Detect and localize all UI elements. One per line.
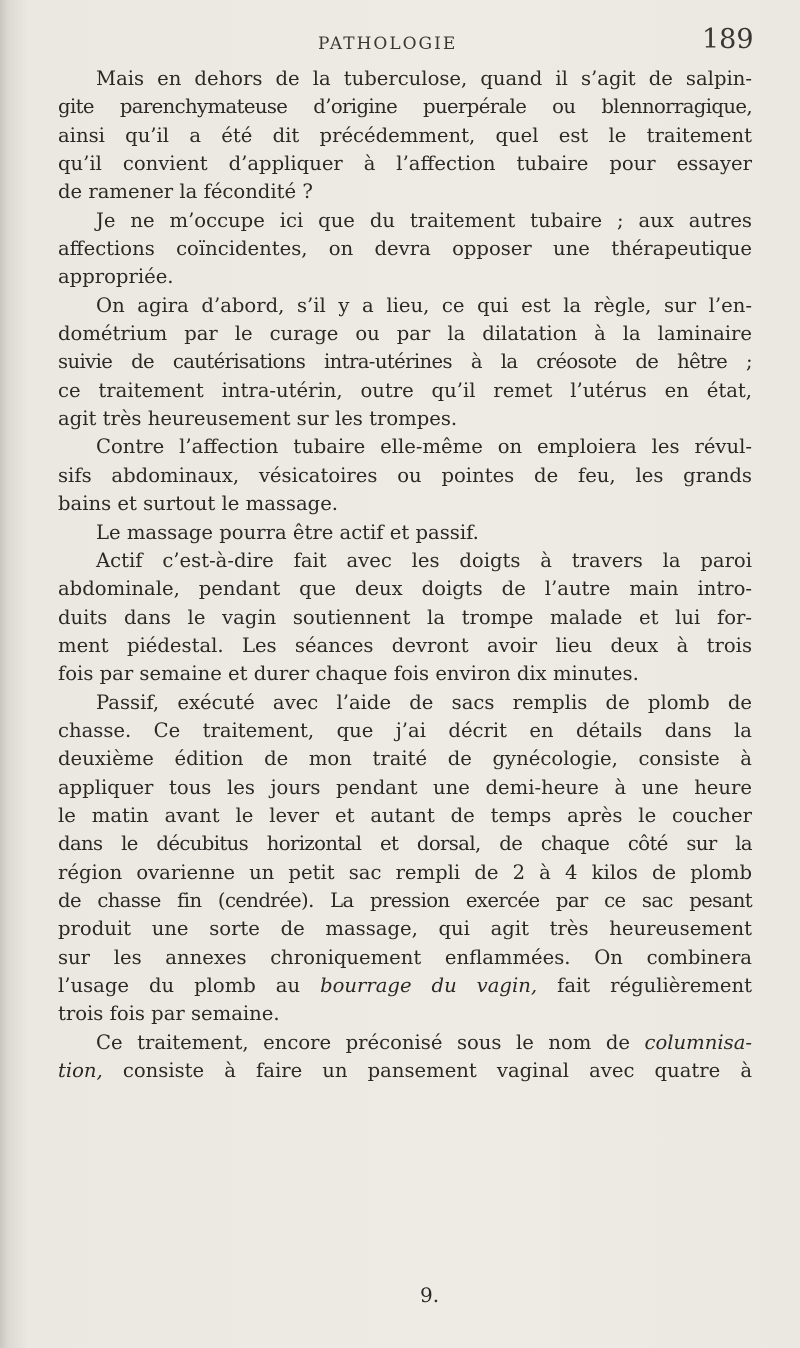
- text-line: deuxième édition de mon traité de gynécologie, consiste à: [58, 747, 752, 771]
- text-run: Ce traitement, encore préconisé sous le nom de: [96, 1030, 645, 1054]
- text-line: appropriée.: [58, 265, 174, 289]
- text-line: [58, 972, 752, 1000]
- text-line: ce traitement intra-utérin, outre qu’il remet l’utérus en état,: [58, 378, 752, 402]
- text-line: chasse. Ce traitement, que j’ai décrit en détails dans la: [58, 718, 752, 742]
- text-line: produit une sorte de massage, qui agit très heureusement: [58, 917, 752, 941]
- text-line: dans le décubitus horizontal et dorsal, de chaque côté sur la: [58, 832, 752, 856]
- signature-mark: 9.: [420, 1283, 440, 1307]
- text-line: le matin avant le lever et autant de temps après le coucher: [58, 803, 752, 827]
- text-line: sifs abdominaux, vésicatoires ou pointes de feu, les grands: [58, 463, 752, 487]
- text-line: Le massage pourra être actif et passif.: [96, 520, 479, 544]
- text-line: affections coïncidentes, on devra opposer une thérapeutique: [58, 237, 752, 261]
- text-line: [58, 1057, 752, 1085]
- text-line: Je ne m’occupe ici que du traitement tubaire ; aux autres: [96, 208, 752, 232]
- text-line: de ramener la fécondité ?: [58, 180, 313, 204]
- text-line: duits dans le vagin soutiennent la trompe malade et lui for-: [58, 605, 752, 629]
- text-line: bains et surtout le massage.: [58, 492, 339, 516]
- text-line: de chasse fin (cendrée). La pression exercée par ce sac pesant: [58, 888, 752, 912]
- text-line: région ovarienne un petit sac rempli de 2 à 4 kilos de plomb: [58, 860, 752, 884]
- text-line: sur les annexes chroniquement enflammées. On combinera: [58, 945, 752, 969]
- text-line: Contre l’affection tubaire elle-même on emploiera les révul-: [96, 435, 752, 459]
- text-line: agit très heureusement sur les trompes.: [58, 407, 458, 431]
- text-line: ainsi qu’il a été dit précédemment, quel est le traitement: [58, 123, 752, 147]
- italic-term: tion,: [58, 1059, 103, 1083]
- text-line: Mais en dehors de la tuberculose, quand il s’agit de salpin-: [96, 67, 752, 90]
- text-line: Passif, exécuté avec l’aide de sacs remplis de plomb de: [96, 690, 752, 714]
- italic-term: bourrage du vagin,: [320, 974, 538, 997]
- text-line: gite parenchymateuse d’origine puerpérale ou blennorragique,: [58, 95, 752, 119]
- text-run: fait régulièrement: [537, 974, 752, 997]
- text-line: abdominale, pendant que deux doigts de l’autre main intro-: [58, 577, 752, 601]
- text-line: On agira d’abord, s’il y a lieu, ce qui est la règle, sur l’en-: [96, 293, 752, 317]
- running-title: PATHOLOGIE: [318, 34, 458, 54]
- text-line: trois fois par semaine.: [58, 1002, 280, 1026]
- text-line: suivie de cautérisations intra-utérines à la créosote de hêtre ;: [58, 350, 752, 374]
- text-line: Actif c’est-à-dire fait avec les doigts à travers la paroi: [96, 548, 752, 572]
- page-number: 189: [702, 24, 754, 55]
- body-text: [58, 65, 752, 1085]
- text-line: dométrium par le curage ou par la dilatation à la laminaire: [58, 322, 752, 346]
- text-line: qu’il convient d’appliquer à l’affection tubaire pour essayer: [58, 152, 752, 176]
- running-head: [0, 14, 800, 64]
- text-line: appliquer tous les jours pendant une demi-heure à une heure: [58, 775, 752, 799]
- text-line: ment piédestal. Les séances devront avoir lieu deux à trois: [58, 633, 752, 657]
- text-line: [58, 1029, 752, 1057]
- text-run: l’usage du plomb au: [58, 974, 321, 997]
- text-run: consiste à faire un pansement vaginal avec quatre à: [102, 1059, 752, 1083]
- italic-term: columnisa-: [644, 1030, 752, 1054]
- text-line: fois par semaine et durer chaque fois environ dix minutes.: [58, 662, 639, 686]
